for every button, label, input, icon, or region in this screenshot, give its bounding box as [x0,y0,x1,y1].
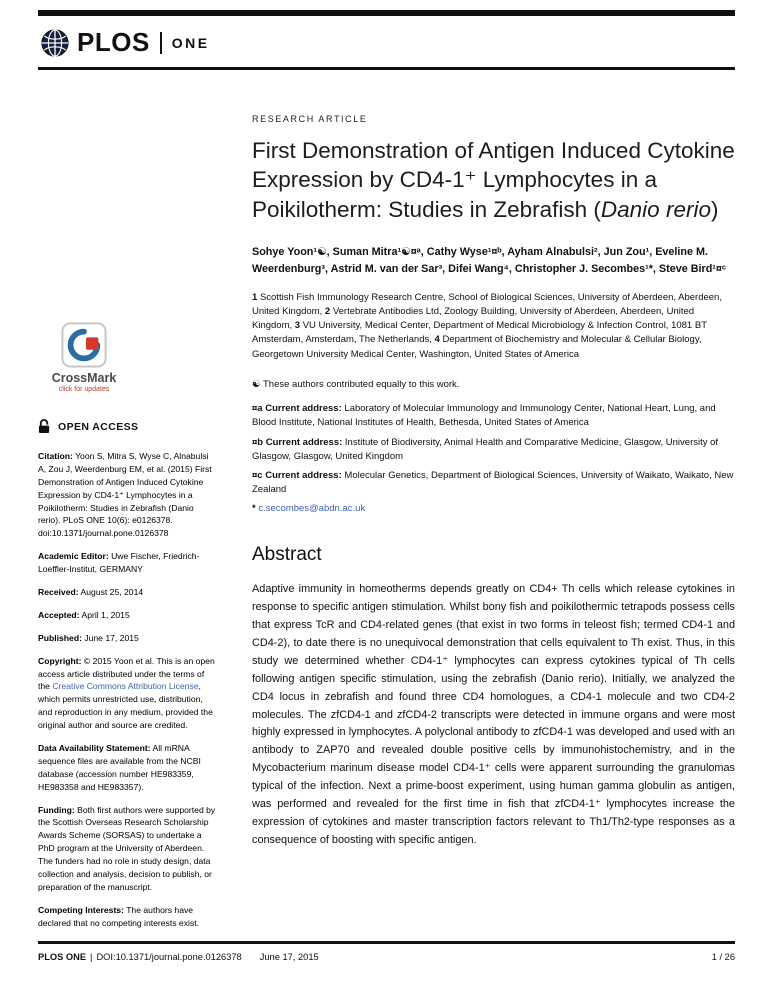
current-address-label-c: ¤c Current address: [252,470,342,482]
accepted-date: April 1, 2015 [81,609,130,620]
published-label: Published: [38,632,82,643]
crossmark-subtitle: click for updates [58,386,110,393]
funding-label: Funding: [38,804,75,815]
equal-contribution-text: These authors contributed equally to this work. [263,378,460,390]
current-address-note-a [252,402,735,431]
page-footer [38,941,735,962]
affiliation-text-4: Department of Biochemistry and Molecular & Cellular Biology, Georgetown University Medical Center, Washington, United States of America [252,334,702,360]
equal-contribution-note [252,378,735,392]
footer-row [38,952,735,962]
article-main-column [252,70,735,861]
open-lock-icon [38,419,51,434]
affiliation-text-3: VU University, Medical Center, Department of Medical Microbiology & Infection Control, 1081 BT Amsterdam, Amsterdam, The Netherlands, [252,320,707,346]
corresponding-author-row [252,503,735,514]
article-title-end: ) [710,196,719,222]
author-list: Sohye Yoon¹☯, Suman Mitra¹☯¤ᵃ, Cathy Wyse¹¤ᵇ, Ayham Alnabulsi², Jun Zou¹, Eveline M. Weerdenburg³, Astrid M. van der Sar³, Difei Wang⁴, Christopher J. Secombes¹*, Steve Bird¹¤ᶜ [252,245,727,276]
received-date: August 25, 2014 [80,587,144,598]
accepted-block [38,609,216,622]
content-columns [38,70,735,940]
received-block [38,586,216,599]
affiliation-num-1: 1 [252,291,258,303]
current-address-text-a: Laboratory of Molecular Immunology and Immunology Center, National Heart, Lung, and Blood Institute, National Institutes of Health, Bethesda, United States of America [252,403,716,429]
citation-label: Citation: [38,451,73,461]
corresponding-author-email-link[interactable]: c.secombes@abdn.ac.uk [258,502,366,514]
author-notes [252,378,735,514]
open-access-row [38,419,216,434]
article-info-sidebar [38,70,216,940]
crossmark-badge[interactable] [46,322,122,393]
footer-page-number: 1 / 26 [711,952,735,962]
plos-globe-icon [40,28,70,58]
affiliation-text-1: Scottish Fish Immunology Research Centre, School of Biological Sciences, University of Aberdeen, Aberdeen, United Kingdom, [252,291,722,317]
article-title-species: Danio rerio [600,196,711,222]
funding-text: Both first authors were supported by the Scottish Overseas Research Scholarship Awards Scheme (SORSAS) to undertake a PhD program at the University of Aberdeen. The funders had no role in study design, data collection and analysis, decision to publish, or preparation of the manuscript. [38,804,216,892]
footer-rule [38,941,735,944]
affiliation-num-4: 4 [434,334,440,346]
corresponding-author-star: * [252,502,256,514]
current-address-text-b: Institute of Biodiversity, Animal Health and Comparative Medicine, Glasgow, University of Glasgow, Glasgow, United Kingdom [252,436,719,462]
abstract-heading: Abstract [252,543,322,565]
affiliation-num-2: 2 [324,305,331,317]
current-address-note-b [252,436,735,465]
competing-interests-label: Competing Interests: [38,904,124,915]
current-address-label-b: ¤b Current address: [252,436,343,448]
current-address-note-c [252,469,735,498]
accepted-label: Accepted: [38,609,80,620]
article-type-kicker: RESEARCH ARTICLE [252,114,368,124]
copyright-text-pre: © 2015 Yoon et al. This is an open access article distributed under the terms of the [38,655,215,692]
logo-divider [160,32,162,54]
data-availability-text: All mRNA sequence files are available from the NCBI database (accession number HE983359, HE983358 and HE983357). [38,743,201,792]
article-title [252,136,735,224]
article-title-text: First Demonstration of Antigen Induced Cytokine Expression by CD4-1⁺ Lymphocytes in a Poikilotherm: Studies in Zebrafish ( [252,138,735,222]
equal-contribution-symbol: ☯ [252,378,261,390]
copyright-block [38,655,216,732]
academic-editor-text: Uwe Fischer, Friedrich-Loeffler-Institut, GERMANY [38,551,200,575]
copyright-label: Copyright: [38,655,82,666]
academic-editor-label: Academic Editor: [38,551,109,562]
current-address-text-c: Molecular Genetics, Department of Biological Sciences, University of Waikato, Waikato, New Zealand [252,470,734,496]
crossmark-title: CrossMark [51,371,117,385]
data-availability-label: Data Availability Statement: [38,743,151,754]
published-block [38,632,216,645]
competing-interests-block [38,904,216,930]
affiliation-list [252,291,735,362]
affiliation-text-2: Vertebrate Antibodies Ltd, Zoology Building, University of Aberdeen, Aberdeen, United Kingdom, [252,305,695,332]
received-label: Received: [38,587,79,598]
copyright-text-post: , which permits unrestricted use, distribution, and reproduction in any medium, provided the original author and source are credited. [38,681,213,731]
one-logo-text: ONE [171,34,210,51]
plos-logo-text: PLOS [77,27,150,57]
competing-interests-text: The authors have declared that no competing interests exist. [38,904,199,928]
crossmark-icon [61,322,107,368]
citation-block [38,450,216,540]
journal-logo [38,16,735,67]
funding-block [38,804,216,894]
abstract-text: Adaptive immunity in homeotherms depends greatly on CD4+ Th cells which release cytokines in response to specific antigen stimulation. Whilst bony fish and poikilothermic tetrapods possess cells that express TcR and CD4-related genes (that exist in two forms in teleost fish; termed CD4-1 and CD4-2), to date there is no unequivocal demonstration that cells equivalent to Th exist. Thus, in this study we determined whether CD4-1⁺ lymphocytes can express cytokines typical of Th cells following antigen specific stimulation, using the zebrafish (Danio rerio). Initially, we analyzed the CD4 locus in zebrafish and found three CD4 homologues, a CD4-1 molecule and two CD4-2 molecules. The zfCD4-1 and zfCD4-2 transcripts were detected in immune organs and were most highly expressed in lymphocytes. A polyclonal antibody to zfCD4-1 was developed and used with an antibody to ZAP70 and revealed double positive cells by immunohistochemistry, and in the Mycobacterium marinum disease model CD4-1⁺ cells were apparent surrounding the granulomas typical of the infection. Next a prime-boost experiment, using human gamma globulin as antigen, was performed and revealed for the first time in fish that zfCD4-1⁺ lymphocytes increase the expression of cytokines and master transcription factors relevant to Th1/Th2-type responses as a consequence of boosting with specific antigen. [252,583,735,846]
creative-commons-link[interactable]: Creative Commons Attribution License [52,681,199,692]
citation-text: Yoon S, Mitra S, Wyse C, Alnabulsi A, Zou J, Weerdenburg EM, et al. (2015) First Demonstration of Antigen Induced Cytokine Expression by CD4-1⁺ Lymphocytes in a Poikilotherm: Studies in Zebrafish (Danio rerio). PLoS ONE 10(6): e0126378. doi:10.1371/journal.pone.0126378 [38,451,212,539]
data-availability-block [38,742,216,794]
open-access-label: OPEN ACCESS [58,420,139,433]
footer-journal-name: PLOS ONE [38,952,87,962]
affiliation-num-3: 3 [294,320,301,332]
footer-separator: | [90,952,93,962]
academic-editor-block [38,550,216,576]
current-address-label-a: ¤a Current address: [252,403,342,415]
footer-date: June 17, 2015 [259,952,319,962]
published-date: June 17, 2015 [84,632,139,643]
footer-doi: DOI:10.1371/journal.pone.0126378 [96,952,242,962]
